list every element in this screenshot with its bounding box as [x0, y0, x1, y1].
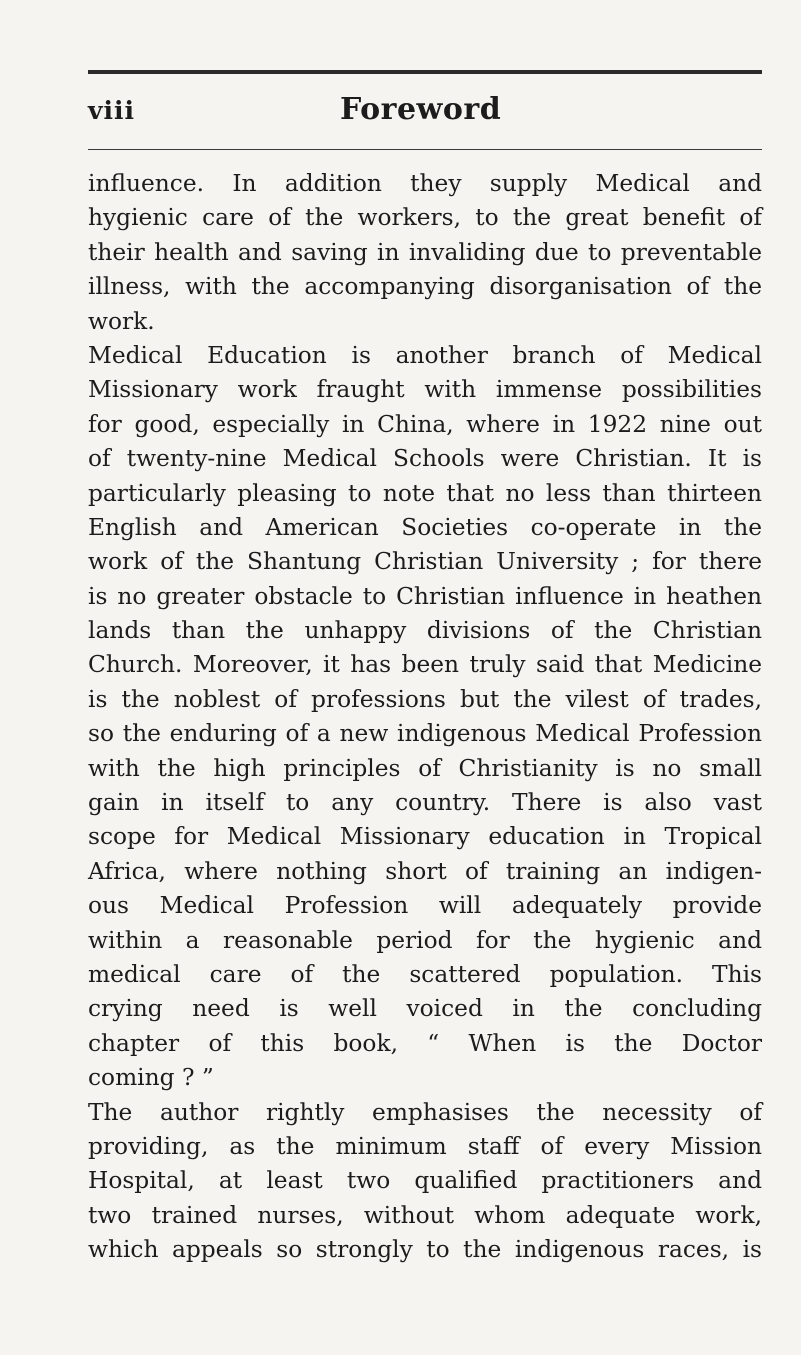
- text-line: influence. In addition they supply Medical and: [88, 170, 762, 197]
- text-line: English and American Societies co-operate in the: [88, 513, 762, 541]
- text-line: gain in itself to any country. There is also vast: [88, 789, 762, 817]
- text-line: crying need is well voiced in the concluding: [88, 995, 762, 1023]
- text-line: is no greater obstacle to Christian influence in heathen: [88, 582, 762, 610]
- running-head-title: Foreword: [340, 92, 502, 127]
- top-rule: [88, 70, 762, 74]
- text-line: which appeals so strongly to the indigenous races, is: [88, 1236, 762, 1264]
- text-line: so the enduring of a new indigenous Medical Profession: [88, 720, 762, 748]
- text-line: their health and saving in invaliding due to preventable: [88, 238, 762, 266]
- text-line: Church. Moreover, it has been truly said that Medicine: [88, 651, 762, 679]
- page-header: [88, 92, 762, 142]
- text-line: Medical Education is another branch of Medical: [88, 341, 762, 369]
- text-line: medical care of the scattered population. This: [88, 960, 762, 988]
- text-line: chapter of this book, “ When is the Doctor: [88, 1029, 762, 1057]
- text-line: scope for Medical Missionary education in Tropical: [88, 823, 762, 851]
- text-line: work of the Shantung Christian University ; for there: [88, 548, 762, 576]
- text-line: The author rightly emphasises the necessity of: [88, 1098, 762, 1126]
- page-number: viii: [88, 96, 136, 125]
- text-line: Hospital, at least two qualified practitioners and: [88, 1167, 762, 1195]
- text-line: coming ? ”: [88, 1064, 214, 1092]
- text-line: within a reasonable period for the hygienic and: [88, 926, 762, 954]
- text-line: providing, as the minimum staff of every Mission: [88, 1132, 762, 1160]
- text-line: lands than the unhappy divisions of the Christian: [88, 617, 762, 645]
- text-line: particularly pleasing to note that no less than thirteen: [88, 479, 762, 507]
- text-line: hygienic care of the workers, to the great benefit of: [88, 204, 762, 232]
- text-line: is the noblest of professions but the vilest of trades,: [88, 685, 762, 713]
- text-line: work.: [88, 307, 155, 335]
- header-rule: [88, 149, 762, 150]
- text-line: two trained nurses, without whom adequate work,: [88, 1201, 762, 1229]
- body-text: [88, 167, 762, 1268]
- text-line: with the high principles of Christianity is no small: [88, 754, 762, 782]
- text-line: ous Medical Profession will adequately provide: [88, 892, 762, 920]
- text-line: Africa, where nothing short of training an indigen-: [88, 857, 762, 885]
- text-line: for good, especially in China, where in 1922 nine out: [88, 410, 762, 438]
- text-line: Missionary work fraught with immense possibilities: [88, 376, 762, 404]
- text-line: illness, with the accompanying disorganisation of the: [88, 273, 762, 301]
- text-line: of twenty-nine Medical Schools were Christian. It is: [88, 445, 762, 473]
